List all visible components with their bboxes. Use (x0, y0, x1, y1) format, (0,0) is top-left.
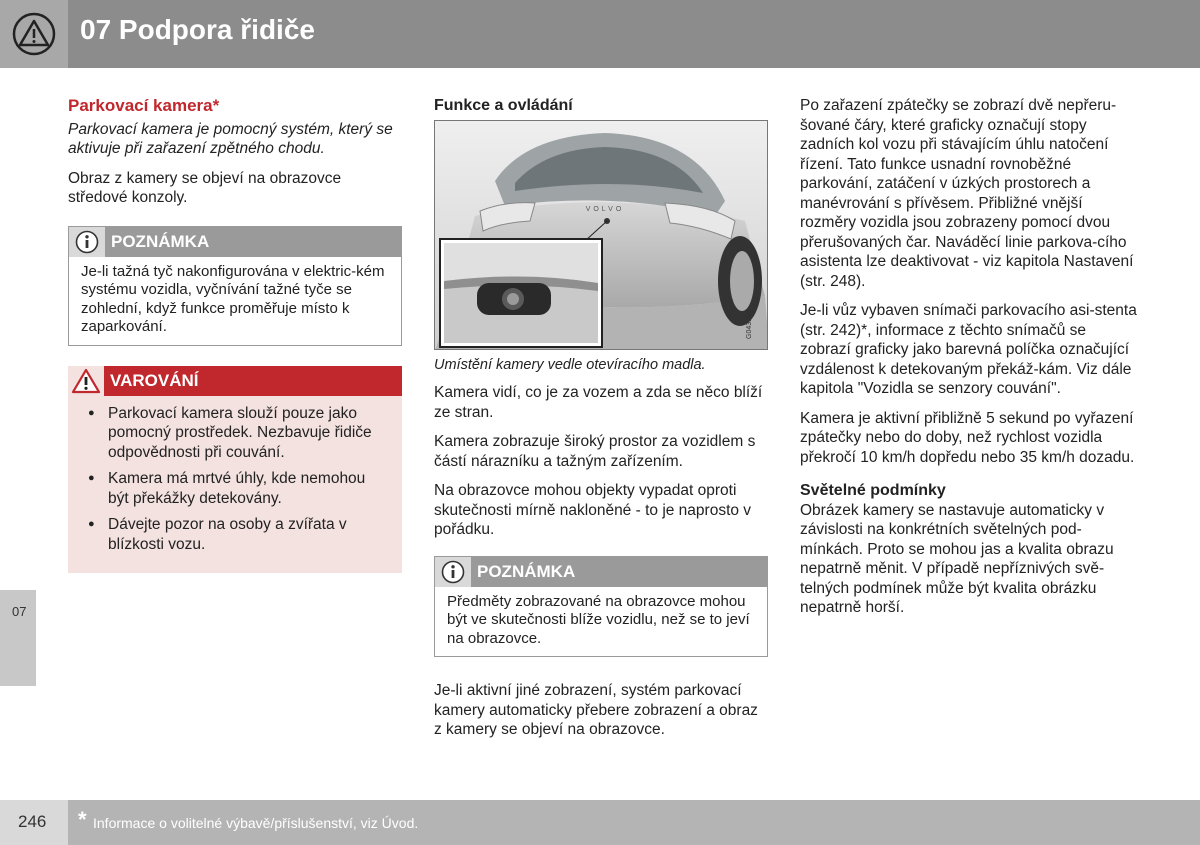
paragraph: Je-li vůz vybaven snímači parkovacího asi-stenta (str. 242)*, informace z těchto snímačů se zobrazí graficky jako barevná políčka označující vzdálenost k detekovaným překáž-kám. Viz dále kapitola "Vozidla se senzory couvání". (800, 302, 1137, 397)
page-number-box (0, 800, 68, 845)
info-icon (75, 230, 99, 254)
footnote-star: * (78, 807, 87, 832)
section-heading: Parkovací kamera* (68, 96, 220, 115)
note-box (434, 556, 768, 658)
paragraph: Kamera je aktivní přibližně 5 sekund po vyřazení zpátečky nebo do doby, než rychlost vozidla překročí 10 km/h dopředu nebo 35 km/h dozadu. (800, 409, 1135, 466)
note-label: POZNÁMKA (477, 561, 576, 581)
car-rear-camera-image (434, 120, 768, 350)
note-header (69, 227, 401, 257)
chapter-header (0, 0, 1200, 68)
note-text: Je-li tažná tyč nakonfigurována v elektric-kém systému vozidla, vyčnívání tažné tyče se zohlední, když funkce proměřuje místo k zaparkování. (81, 262, 385, 335)
warning-header (68, 366, 402, 396)
image-caption: Umístění kamery vedle otevíracího madla. (434, 356, 706, 373)
subsection-heading: Světelné podmínky (800, 482, 946, 499)
column-3 (800, 96, 1140, 628)
list-item: ● Dávejte pozor na osoby a zvířata v blízkosti vozu. (80, 515, 390, 554)
note-label: POZNÁMKA (111, 231, 210, 251)
warning-body (68, 396, 402, 574)
chapter-side-tab-label: 07 (12, 604, 27, 619)
list-item: ● Kamera má mrtvé úhly, kde nemohou být překážky detekovány. (80, 469, 390, 508)
car-illustration (435, 121, 768, 350)
paragraph: Na obrazovce mohou objekty vypadat oproti skutečnosti mírně nakloněné - to je naprosto v pořádku. (434, 482, 752, 538)
paragraph: Kamera zobrazuje široký prostor za vozidlem s částí nárazníku a tažným zařízením. (434, 433, 756, 470)
paragraph: Je-li aktivní jiné zobrazení, systém parkovací kamery automaticky přebere zobrazení a obraz z kamery se objeví na obrazovce. (434, 682, 758, 738)
column-2 (434, 96, 768, 750)
note-header (435, 557, 767, 587)
brand-text: VOLVO (585, 205, 625, 213)
warning-list (80, 404, 390, 555)
paragraph: Kamera vidí, co je za vozem a zda se něco blíží ze stran. (434, 384, 763, 421)
header-icon-box (0, 0, 68, 68)
note-box (68, 226, 402, 346)
chapter-title: 07 Podpora řidiče (80, 14, 315, 45)
chapter-side-tab (0, 590, 36, 686)
info-icon (441, 560, 465, 584)
warning-triangle-icon (71, 368, 101, 394)
note-text: Předměty zobrazované na obrazovce mohou být ve skutečnosti blíže vozidlu, než se to jeví na obrazovce. (447, 592, 750, 647)
paragraph: Obrázek kamery se nastavuje automaticky v závislosti na konkrétních světelných pod-mínkách. Proto se mohou jas a kvalita obrazu nepatrně měnit. V případě nepříznivých svě-telných podmínek může být kvalita obrázku nepatrně horší. (800, 501, 1114, 616)
warning-box (68, 366, 402, 574)
footnote-text: Informace o volitelné výbavě/příslušenství, viz Úvod. (93, 815, 419, 831)
paragraph: Po zařazení zpátečky se zobrazí dvě nepřeru-šované čáry, které graficky označují stopy zadních kol vozu při stávajícím úhlu natočení řízení. Tato funkce usnadní rovnoběžné parkování, zatáčení v úzkých prostorech a manévrování s přívěsem. Přibližné vnější rozměry vozidla jsou zobrazeny pomocí dvou přerušovaných čar. Naváděcí linie parkova-cího asistenta lze deaktivovat - viz kapitola Nastavení (str. 248). (800, 97, 1134, 290)
column-1 (68, 96, 402, 573)
paragraph: Obraz z kamery se objeví na obrazovce středové konzoly. (68, 169, 342, 206)
page-footer (0, 800, 1200, 845)
image-code: G043900 (746, 309, 753, 339)
intro-text: Parkovací kamera je pomocný systém, který se aktivuje při zařazení zpětného chodu. (68, 120, 393, 157)
page-number: 246 (18, 812, 47, 831)
footer-note-bar (68, 800, 1200, 845)
list-item: ● Parkovací kamera slouží pouze jako pomocný prostředek. Nezbavuje řidiče odpovědnosti při couvání. (80, 404, 390, 463)
warning-triangle-icon (12, 12, 56, 56)
warning-label: VAROVÁNÍ (110, 370, 199, 390)
section-heading: Funkce a ovládání (434, 97, 573, 114)
